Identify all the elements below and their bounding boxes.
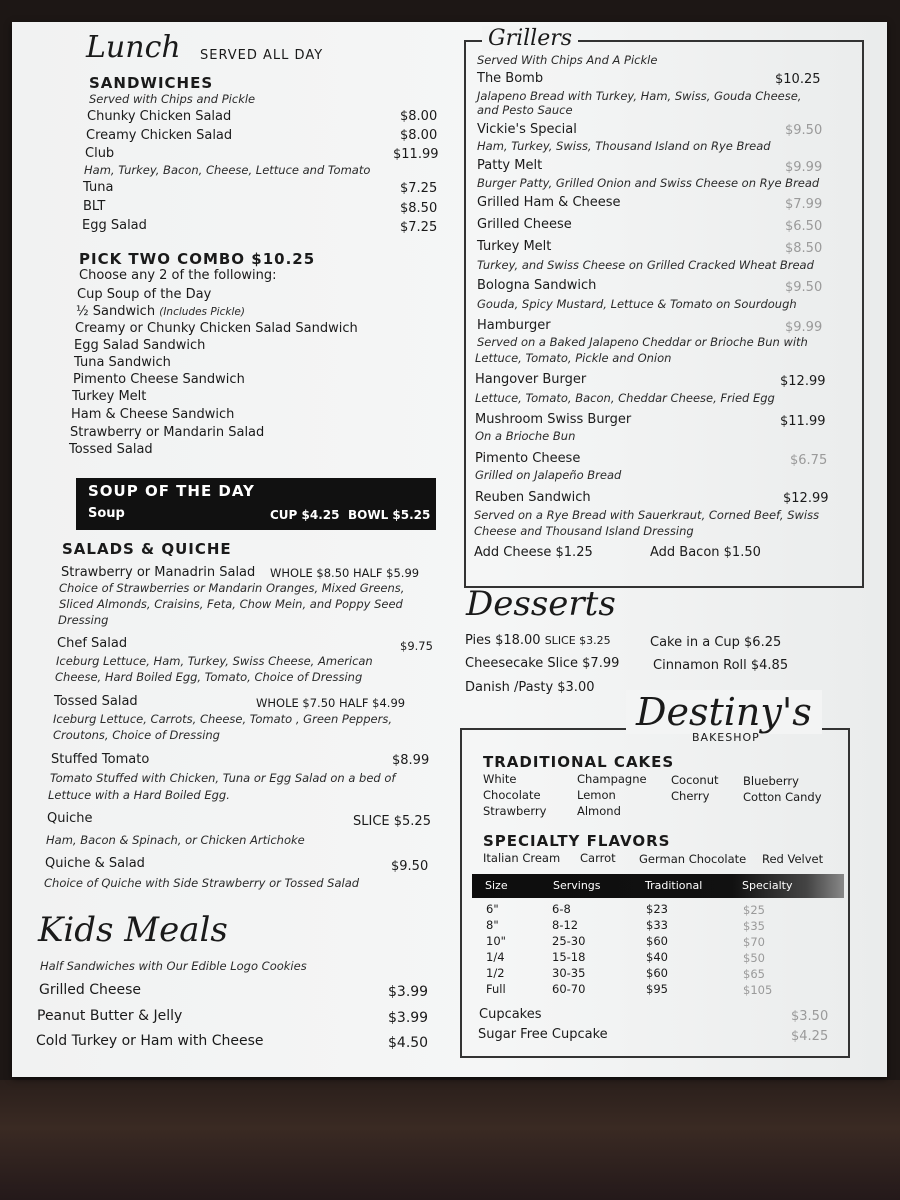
menu-item-desc: Burger Patty, Grilled Onion and Swiss Cheese on Rye Bread bbox=[477, 176, 820, 190]
combo-item bbox=[76, 304, 245, 319]
menu-item-price: $12.99 bbox=[783, 491, 829, 506]
table-cell: 10" bbox=[486, 934, 506, 948]
specialty-flavor: Italian Cream bbox=[483, 851, 561, 865]
menu-item-name: Tossed Salad bbox=[54, 694, 138, 709]
grillers-title: Grillers bbox=[482, 26, 578, 51]
soup-heading: SOUP OF THE DAY bbox=[88, 482, 255, 500]
table-header-size: Size bbox=[485, 879, 508, 892]
menu-item-price: $9.99 bbox=[785, 160, 823, 175]
menu-item-price: $11.99 bbox=[780, 414, 826, 429]
menu-item-name: Chunky Chicken Salad bbox=[87, 109, 232, 124]
soup-bowl-price: BOWL $5.25 bbox=[348, 508, 431, 522]
table-cell: $40 bbox=[646, 950, 668, 964]
menu-item-price: $9.75 bbox=[400, 639, 433, 653]
menu-item-desc: Lettuce, Tomato, Pickle and Onion bbox=[475, 351, 672, 365]
sandwiches-note: Served with Chips and Pickle bbox=[89, 92, 256, 106]
kids-title: Kids Meals bbox=[38, 910, 228, 950]
combo-item: Creamy or Chunky Chicken Salad Sandwich bbox=[75, 321, 358, 336]
menu-item-name: Strawberry or Manadrin Salad bbox=[61, 565, 256, 580]
cake-flavor: Almond bbox=[577, 804, 621, 818]
combo-item: Turkey Melt bbox=[72, 389, 147, 404]
menu-item-desc: and Pesto Sauce bbox=[477, 103, 573, 117]
menu-item-name: Grilled Cheese bbox=[39, 982, 142, 998]
menu-item-desc: Lettuce, Tomato, Bacon, Cheddar Cheese, Fried Egg bbox=[475, 391, 775, 405]
menu-item-price: $6.75 bbox=[790, 453, 828, 468]
table-cell: $25 bbox=[743, 903, 765, 917]
specialty-flavor: Carrot bbox=[580, 851, 616, 865]
menu-item-name: Vickie's Special bbox=[477, 122, 577, 137]
menu-item-desc: Choice of Strawberries or Mandarin Oranges, Mixed Greens, bbox=[59, 581, 405, 595]
combo-item-note: (Includes Pickle) bbox=[159, 306, 245, 318]
menu-item-price: SLICE $5.25 bbox=[353, 814, 431, 829]
kids-note: Half Sandwiches with Our Edible Logo Cookies bbox=[40, 959, 307, 973]
combo-item: Cup Soup of the Day bbox=[77, 287, 212, 302]
combo-item: Pimento Cheese Sandwich bbox=[73, 372, 245, 387]
table-cell: $105 bbox=[743, 983, 773, 997]
cake-flavor: Chocolate bbox=[483, 788, 541, 802]
menu-item-name: Cold Turkey or Ham with Cheese bbox=[36, 1033, 264, 1049]
dessert-pies-slice: SLICE $3.25 bbox=[544, 634, 611, 647]
menu-item-desc: Iceburg Lettuce, Carrots, Cheese, Tomato , Green Peppers, bbox=[53, 712, 392, 726]
cake-flavor: Strawberry bbox=[483, 804, 547, 818]
menu-item-price: $4.50 bbox=[388, 1035, 429, 1051]
combo-item-label: ½ Sandwich bbox=[76, 304, 156, 319]
menu-item-price: $7.25 bbox=[400, 181, 438, 196]
cake-flavor: White bbox=[483, 772, 517, 786]
menu-sheet bbox=[12, 22, 887, 1077]
cupcakes-price: $3.50 bbox=[791, 1009, 829, 1024]
table-cell: 15-18 bbox=[552, 950, 586, 964]
menu-item-name: Turkey Melt bbox=[477, 239, 552, 254]
menu-item-price: $9.50 bbox=[785, 280, 823, 295]
menu-item-desc: Ham, Turkey, Bacon, Cheese, Lettuce and Tomato bbox=[84, 163, 371, 177]
table-cell: 25-30 bbox=[552, 934, 586, 948]
menu-item-name: The Bomb bbox=[477, 71, 544, 86]
menu-item-name: Mushroom Swiss Burger bbox=[475, 412, 632, 427]
menu-item-desc: Grilled on Jalapeño Bread bbox=[475, 468, 622, 482]
menu-item-desc: Dressing bbox=[58, 613, 109, 627]
table-cell: $50 bbox=[743, 951, 765, 965]
menu-item-name: Creamy Chicken Salad bbox=[86, 128, 233, 143]
table-cell: Full bbox=[486, 982, 506, 996]
menu-item-name: BLT bbox=[83, 199, 106, 214]
dessert-cake-cup: Cake in a Cup $6.25 bbox=[650, 635, 782, 650]
table-header-specialty: Specialty bbox=[742, 879, 793, 892]
menu-item-desc: Turkey, and Swiss Cheese on Grilled Cracked Wheat Bread bbox=[477, 258, 814, 272]
table-cell: $70 bbox=[743, 935, 765, 949]
dessert-cheesecake: Cheesecake Slice $7.99 bbox=[465, 656, 620, 671]
menu-item-name: Tuna bbox=[83, 180, 114, 195]
table-cell: $65 bbox=[743, 967, 765, 981]
menu-item-name: Grilled Cheese bbox=[477, 217, 572, 232]
menu-item-desc: Sliced Almonds, Craisins, Feta, Chow Mein, and Poppy Seed bbox=[59, 597, 403, 611]
combo-item: Tossed Salad bbox=[69, 442, 153, 457]
menu-item-price: $7.99 bbox=[785, 197, 823, 212]
bakeshop-logo-sub: BAKESHOP bbox=[692, 731, 760, 744]
menu-item-name: Hangover Burger bbox=[475, 372, 587, 387]
menu-item-name: Stuffed Tomato bbox=[51, 752, 150, 767]
table-cell: 1/2 bbox=[486, 966, 505, 980]
menu-item-desc: Iceburg Lettuce, Ham, Turkey, Swiss Cheese, American bbox=[56, 654, 373, 668]
cupcakes-name: Cupcakes bbox=[479, 1007, 542, 1022]
menu-item-price: $6.50 bbox=[785, 219, 823, 234]
add-bacon: Add Bacon $1.50 bbox=[650, 545, 761, 560]
menu-item-price: $9.50 bbox=[391, 859, 429, 874]
menu-item-name: Egg Salad bbox=[82, 218, 147, 233]
menu-item-name: Patty Melt bbox=[477, 158, 543, 173]
table-cell: $33 bbox=[646, 918, 668, 932]
menu-item-desc: On a Brioche Bun bbox=[475, 429, 576, 443]
table-header-traditional: Traditional bbox=[645, 879, 703, 892]
specialty-flavor: German Chocolate bbox=[639, 852, 747, 866]
cake-flavor: Lemon bbox=[577, 788, 616, 802]
table-cell: $95 bbox=[646, 982, 668, 996]
menu-item-desc: Croutons, Choice of Dressing bbox=[53, 728, 220, 742]
combo-note: Choose any 2 of the following: bbox=[79, 268, 277, 283]
menu-item-name: Club bbox=[85, 146, 115, 161]
menu-item-price: WHOLE $7.50 HALF $4.99 bbox=[256, 696, 406, 710]
salads-heading: SALADS & QUICHE bbox=[62, 540, 232, 558]
cake-flavor: Blueberry bbox=[743, 774, 799, 788]
menu-item-price: $3.99 bbox=[388, 984, 429, 1000]
sugar-free-cupcake-name: Sugar Free Cupcake bbox=[478, 1027, 608, 1042]
menu-item-price: $7.25 bbox=[400, 220, 438, 235]
menu-item-name: Grilled Ham & Cheese bbox=[477, 195, 621, 210]
lunch-title: Lunch bbox=[86, 30, 181, 65]
lunch-subtitle: SERVED ALL DAY bbox=[200, 48, 324, 63]
table-cell: 8-12 bbox=[552, 918, 579, 932]
menu-item-name: Peanut Butter & Jelly bbox=[37, 1008, 183, 1024]
traditional-cakes-heading: TRADITIONAL CAKES bbox=[483, 753, 675, 771]
menu-item-price: $3.99 bbox=[388, 1010, 429, 1026]
menu-item-desc: Tomato Stuffed with Chicken, Tuna or Egg Salad on a bed of bbox=[50, 771, 396, 785]
combo-item: Strawberry or Mandarin Salad bbox=[70, 425, 265, 440]
sandwiches-heading: SANDWICHES bbox=[89, 74, 214, 92]
menu-item-price: $9.50 bbox=[785, 123, 823, 138]
desserts-title: Desserts bbox=[466, 584, 616, 624]
menu-item-desc: Cheese, Hard Boiled Egg, Tomato, Choice of Dressing bbox=[55, 670, 363, 684]
specialty-flavor: Red Velvet bbox=[762, 852, 824, 866]
table-surface bbox=[0, 1080, 900, 1200]
menu-item-desc: Gouda, Spicy Mustard, Lettuce & Tomato on Sourdough bbox=[477, 297, 797, 311]
menu-item-price: $8.00 bbox=[400, 109, 438, 124]
combo-item: Tuna Sandwich bbox=[74, 355, 171, 370]
cake-flavor: Cotton Candy bbox=[743, 790, 822, 804]
menu-item-name: Pimento Cheese bbox=[475, 451, 581, 466]
menu-item-price: WHOLE $8.50 HALF $5.99 bbox=[270, 566, 420, 580]
add-cheese: Add Cheese $1.25 bbox=[474, 545, 593, 560]
table-cell: $23 bbox=[646, 902, 668, 916]
table-cell: $60 bbox=[646, 934, 668, 948]
dessert-pies-label: Pies $18.00 bbox=[465, 633, 541, 648]
menu-item-price: $12.99 bbox=[780, 374, 826, 389]
table-cell: 60-70 bbox=[552, 982, 586, 996]
menu-item-desc: Served on a Rye Bread with Sauerkraut, Corned Beef, Swiss bbox=[474, 508, 820, 522]
dessert-cinnamon-roll: Cinnamon Roll $4.85 bbox=[653, 658, 789, 673]
cake-table-header bbox=[472, 874, 844, 898]
menu-item-desc: Served on a Baked Jalapeno Cheddar or Brioche Bun with bbox=[477, 335, 808, 349]
menu-item-name: Chef Salad bbox=[57, 636, 128, 651]
combo-heading: PICK TWO COMBO $10.25 bbox=[79, 250, 316, 268]
menu-item-name: Bologna Sandwich bbox=[477, 278, 597, 293]
combo-item: Ham & Cheese Sandwich bbox=[71, 407, 235, 422]
table-cell: 1/4 bbox=[486, 950, 505, 964]
grillers-note: Served With Chips And A Pickle bbox=[477, 53, 658, 67]
menu-item-desc: Cheese and Thousand Island Dressing bbox=[474, 524, 694, 538]
menu-item-desc: Ham, Bacon & Spinach, or Chicken Artichoke bbox=[46, 833, 305, 847]
table-header-servings: Servings bbox=[553, 879, 601, 892]
cake-flavor: Cherry bbox=[671, 789, 710, 803]
table-cell: 6-8 bbox=[552, 902, 571, 916]
menu-item-desc: Choice of Quiche with Side Strawberry or Tossed Salad bbox=[44, 876, 360, 890]
menu-item-price: $11.99 bbox=[393, 147, 439, 162]
soup-label: Soup bbox=[88, 506, 125, 521]
menu-item-price: $10.25 bbox=[775, 72, 821, 87]
menu-item-desc: Jalapeno Bread with Turkey, Ham, Swiss, Gouda Cheese, bbox=[477, 89, 802, 103]
bakeshop-logo: Destiny's bbox=[626, 690, 822, 734]
table-cell: 6" bbox=[486, 902, 499, 916]
table-cell: 8" bbox=[486, 918, 499, 932]
menu-item-desc: Ham, Turkey, Swiss, Thousand Island on Rye Bread bbox=[477, 139, 771, 153]
menu-item-price: $8.99 bbox=[392, 753, 430, 768]
menu-item-price: $8.00 bbox=[400, 128, 438, 143]
cake-flavor: Champagne bbox=[577, 772, 647, 786]
table-cell: 30-35 bbox=[552, 966, 586, 980]
cake-flavor: Coconut bbox=[671, 773, 719, 787]
soup-of-the-day-box bbox=[76, 478, 436, 530]
sugar-free-cupcake-price: $4.25 bbox=[791, 1029, 829, 1044]
menu-item-name: Quiche & Salad bbox=[45, 856, 145, 871]
dessert-danish: Danish /Pasty $3.00 bbox=[465, 680, 595, 695]
menu-item-desc: Lettuce with a Hard Boiled Egg. bbox=[48, 788, 230, 802]
specialty-flavors-heading: SPECIALTY FLAVORS bbox=[483, 832, 671, 850]
menu-item-name: Hamburger bbox=[477, 318, 551, 333]
menu-item-price: $8.50 bbox=[785, 241, 823, 256]
combo-item: Egg Salad Sandwich bbox=[74, 338, 206, 353]
soup-cup-price: CUP $4.25 bbox=[270, 508, 340, 522]
table-cell: $35 bbox=[743, 919, 765, 933]
menu-item-price: $8.50 bbox=[400, 201, 438, 216]
menu-item-name: Quiche bbox=[47, 811, 93, 826]
table-cell: $60 bbox=[646, 966, 668, 980]
menu-item-name: Reuben Sandwich bbox=[475, 490, 591, 505]
dessert-pies bbox=[465, 633, 611, 648]
menu-item-price: $9.99 bbox=[785, 320, 823, 335]
